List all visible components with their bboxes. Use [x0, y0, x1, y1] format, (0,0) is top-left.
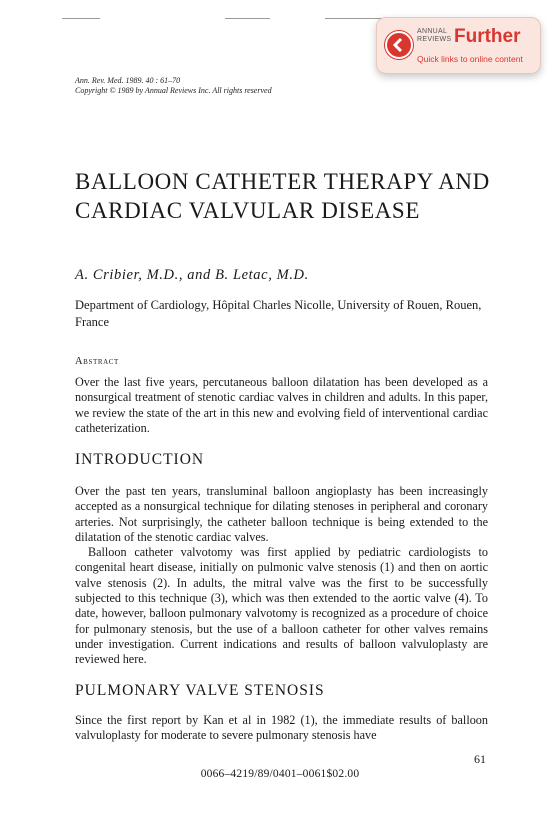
- page-number: 61: [474, 752, 486, 766]
- scan-mark: [225, 18, 270, 19]
- abstract-paragraph: Over the last five years, percutaneous balloon dilatation has been developed as a nonsurgical treatment of stenotic cardiac valves in children and adults. In this paper, we review the state of the art in this new and evolving field of interventional cardiac catheterization.: [75, 375, 488, 435]
- introduction-paragraph-1: Over the past ten years, transluminal balloon angioplasty has been increasingly accepted as a nonsurgical technique for dilating stenoses in peripheral and coronary arteries. Not surprisingly, the catheter balloon technique is being extended to the dilatation of the stenotic cardiac valves.: [75, 484, 488, 544]
- introduction-body: [75, 484, 488, 668]
- article-title: BALLOON CATHETER THERAPY AND CARDIAC VALVULAR DISEASE: [75, 169, 490, 223]
- citation-line-1: Ann. Rev. Med. 1989. 40 : 61–70: [75, 76, 181, 85]
- scan-mark: [325, 18, 385, 19]
- pulmonary-stenosis-body: [75, 713, 488, 744]
- pulmonary-paragraph-1: Since the first report by Kan et al in 1982 (1), the immediate results of balloon valvuloplasty for moderate to severe pulmonary stenosis have: [75, 713, 488, 743]
- author-affiliation: Department of Cardiology, Hôpital Charles Nicolle, University of Rouen, Rouen, France: [75, 298, 482, 329]
- annual-reviews-logo-icon: [385, 31, 413, 59]
- citation-line-2: Copyright © 1989 by Annual Reviews Inc. All rights reserved: [75, 85, 272, 95]
- introduction-paragraph-2: Balloon catheter valvotomy was first applied by pediatric cardiologists to congenital heart disease, initially on pulmonic valve stenosis (1) and then on aortic valve stenosis (2). In adults, the mitral valve was the first to be successfully subjected to this technique (3), which was then extended to the aortic valve (4). To date, however, balloon pulmonary valvotomy is recognized as a procedure of choice for pulmonary stenosis, but the use of a balloon catheter for other valves remains under investigation. Current indications and results of balloon valvuloplasty are reviewed here.: [75, 545, 488, 667]
- abstract-heading: Abstract: [75, 356, 119, 367]
- scan-mark: [62, 18, 100, 19]
- badge-further-label: Further: [454, 26, 521, 47]
- journal-citation: [75, 76, 272, 95]
- article-code: 0066–4219/89/0401–0061$02.00: [200, 768, 360, 780]
- abstract-body: [75, 375, 488, 436]
- article-authors: A. Cribier, M.D., and B. Letac, M.D.: [75, 267, 309, 283]
- further-badge[interactable]: [376, 17, 541, 74]
- badge-annual-reviews-label: ANNUAL REVIEWS: [417, 28, 452, 43]
- pulmonary-stenosis-heading: PULMONARY VALVE STENOSIS: [75, 682, 325, 699]
- badge-quick-links-text: Quick links to online content: [417, 54, 523, 64]
- introduction-heading: INTRODUCTION: [75, 451, 205, 468]
